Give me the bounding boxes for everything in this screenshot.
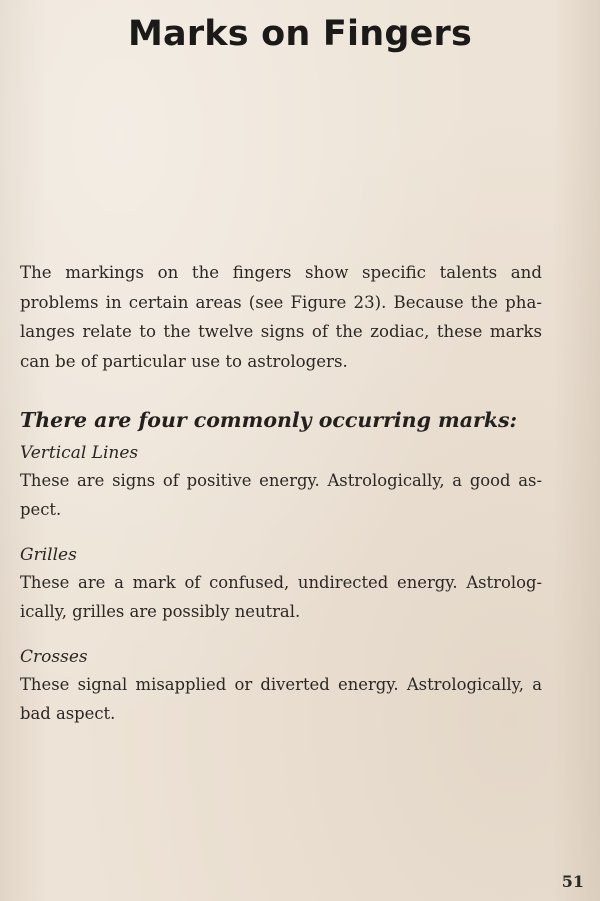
mark-title: Crosses [20,647,88,667]
section-subheading: There are four commonly occurring marks: [20,408,518,432]
mark-description-line: bad aspect. [20,704,116,723]
mark-entry-vertical-lines [20,440,542,524]
mark-entry-crosses [20,644,542,728]
intro-paragraph [20,258,542,376]
mark-description-line: These signal misapplied or diverted energy. Astrologically, a [20,675,542,694]
intro-line: can be of particular use to astrologers. [20,351,348,371]
intro-line: langes relate to the twelve signs of the zodiac, these marks [20,322,542,341]
mark-description-line: These are signs of positive energy. Astrologically, a good as- [20,471,542,490]
mark-title: Vertical Lines [20,443,139,463]
mark-entry-grilles [20,542,542,626]
mark-description-line: ically, grilles are possibly neutral. [20,602,301,621]
page-number: 51 [561,872,584,891]
page-title: Marks on Fingers [127,14,473,54]
mark-description-line: pect. [20,500,62,519]
mark-title: Grilles [20,545,77,565]
page-body [20,258,542,728]
mark-description [20,466,542,524]
mark-description [20,670,542,728]
mark-description [20,568,542,626]
intro-line: The markings on the fingers show specific talents and [20,263,542,282]
intro-line: problems in certain areas (see Figure 23). Because the pha- [20,292,542,312]
mark-description-line: These are a mark of confused, undirected energy. Astrolog- [20,573,542,592]
